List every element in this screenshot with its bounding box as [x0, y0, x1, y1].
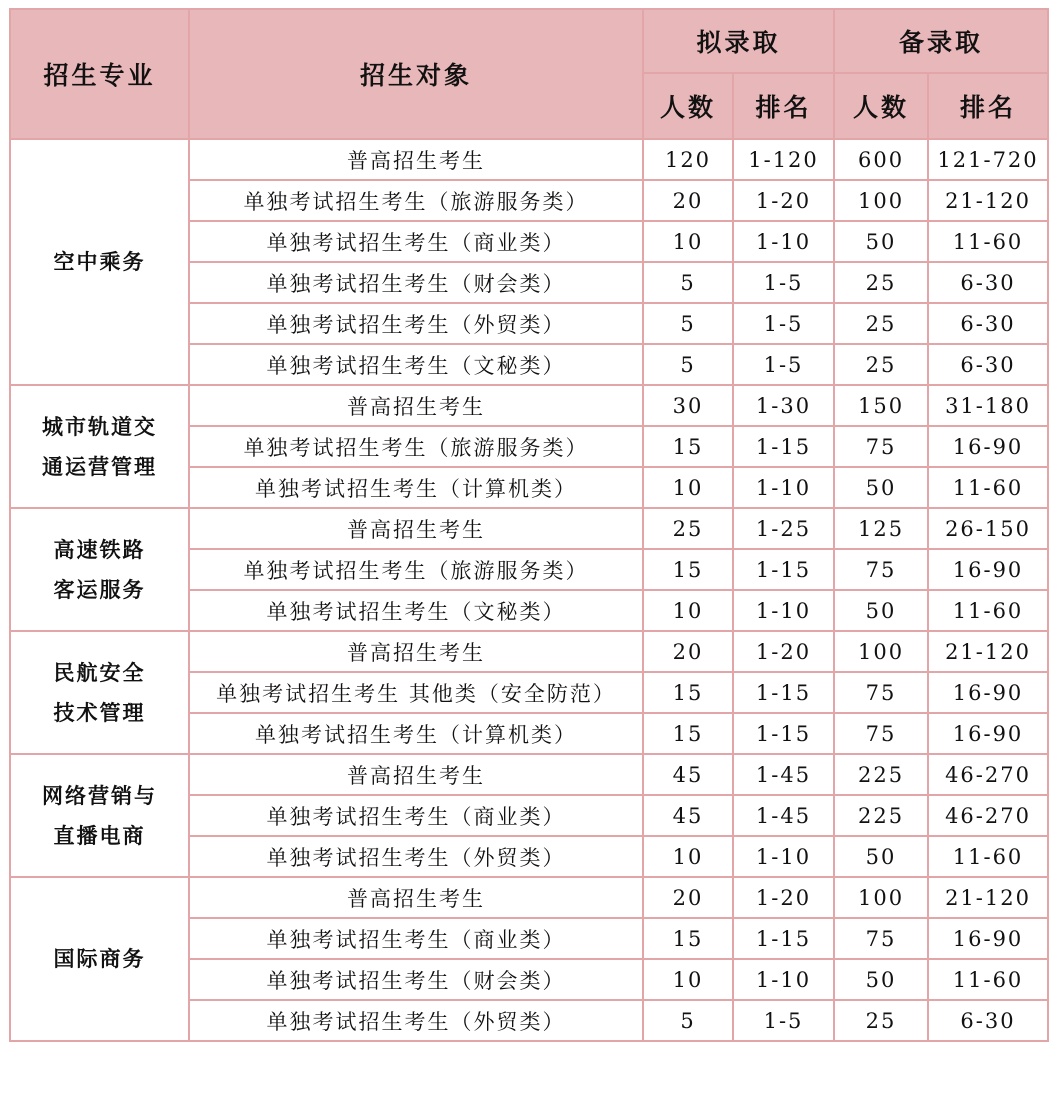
- major-name-line: 网络营销与: [42, 782, 157, 808]
- target-cell: 单独考试招生考生（财会类）: [189, 959, 643, 1000]
- reserve-count-cell: 75: [834, 918, 928, 959]
- major-name-line: 技术管理: [53, 699, 146, 725]
- header-target: 招生对象: [189, 9, 643, 139]
- planned-count-cell: 5: [643, 344, 733, 385]
- target-cell: 单独考试招生考生（外贸类）: [189, 836, 643, 877]
- reserve-count-cell: 50: [834, 590, 928, 631]
- planned-rank-cell: 1-15: [733, 426, 834, 467]
- planned-rank-cell: 1-20: [733, 180, 834, 221]
- reserve-rank-cell: 46-270: [928, 754, 1048, 795]
- major-name-line: 城市轨道交: [42, 413, 157, 439]
- planned-rank-cell: 1-15: [733, 549, 834, 590]
- target-cell: 普高招生考生: [189, 508, 643, 549]
- admission-table: [9, 8, 1049, 1042]
- planned-rank-cell: 1-10: [733, 959, 834, 1000]
- planned-rank-cell: 1-25: [733, 508, 834, 549]
- table-row: [10, 385, 1048, 426]
- reserve-count-cell: 75: [834, 426, 928, 467]
- planned-count-cell: 10: [643, 467, 733, 508]
- reserve-count-cell: 100: [834, 631, 928, 672]
- reserve-count-cell: 100: [834, 877, 928, 918]
- table-row: [10, 508, 1048, 549]
- reserve-count-cell: 50: [834, 467, 928, 508]
- reserve-count-cell: 100: [834, 180, 928, 221]
- table-row: [10, 877, 1048, 918]
- major-name-line: 通运营管理: [42, 453, 157, 479]
- target-cell: 单独考试招生考生（计算机类）: [189, 467, 643, 508]
- target-cell: 单独考试招生考生（财会类）: [189, 262, 643, 303]
- reserve-rank-cell: 11-60: [928, 590, 1048, 631]
- planned-count-cell: 15: [643, 549, 733, 590]
- reserve-rank-cell: 6-30: [928, 344, 1048, 385]
- reserve-count-cell: 50: [834, 836, 928, 877]
- target-cell: 普高招生考生: [189, 877, 643, 918]
- planned-rank-cell: 1-15: [733, 672, 834, 713]
- major-name-line: 国际商务: [53, 946, 146, 971]
- reserve-count-cell: 25: [834, 303, 928, 344]
- reserve-rank-cell: 6-30: [928, 262, 1048, 303]
- major-cell: [10, 631, 189, 754]
- reserve-count-cell: 125: [834, 508, 928, 549]
- target-cell: 单独考试招生考生（商业类）: [189, 795, 643, 836]
- reserve-rank-cell: 16-90: [928, 918, 1048, 959]
- table-row: [10, 139, 1048, 180]
- reserve-rank-cell: 16-90: [928, 713, 1048, 754]
- major-name-line: 空中乘务: [53, 249, 146, 274]
- target-cell: 单独考试招生考生（文秘类）: [189, 590, 643, 631]
- header-planned: 拟录取: [643, 9, 834, 73]
- target-cell: 普高招生考生: [189, 385, 643, 426]
- planned-rank-cell: 1-30: [733, 385, 834, 426]
- planned-rank-cell: 1-45: [733, 754, 834, 795]
- planned-rank-cell: 1-15: [733, 713, 834, 754]
- planned-count-cell: 15: [643, 426, 733, 467]
- target-cell: 普高招生考生: [189, 139, 643, 180]
- reserve-rank-cell: 26-150: [928, 508, 1048, 549]
- planned-count-cell: 15: [643, 672, 733, 713]
- reserve-rank-cell: 21-120: [928, 631, 1048, 672]
- planned-count-cell: 30: [643, 385, 733, 426]
- table-row: [10, 631, 1048, 672]
- planned-rank-cell: 1-5: [733, 262, 834, 303]
- target-cell: 单独考试招生考生 其他类（安全防范）: [189, 672, 643, 713]
- header-reserve-rank: 排名: [928, 73, 1048, 139]
- planned-count-cell: 20: [643, 877, 733, 918]
- target-cell: 单独考试招生考生（商业类）: [189, 221, 643, 262]
- target-cell: 单独考试招生考生（文秘类）: [189, 344, 643, 385]
- planned-count-cell: 5: [643, 1000, 733, 1041]
- reserve-count-cell: 75: [834, 713, 928, 754]
- major-cell: [10, 508, 189, 631]
- reserve-count-cell: 25: [834, 344, 928, 385]
- major-name-line: 客运服务: [53, 576, 146, 602]
- planned-count-cell: 45: [643, 795, 733, 836]
- planned-count-cell: 15: [643, 918, 733, 959]
- planned-count-cell: 10: [643, 836, 733, 877]
- planned-count-cell: 10: [643, 221, 733, 262]
- target-cell: 单独考试招生考生（旅游服务类）: [189, 180, 643, 221]
- reserve-rank-cell: 31-180: [928, 385, 1048, 426]
- table-row: [10, 754, 1048, 795]
- reserve-rank-cell: 121-720: [928, 139, 1048, 180]
- planned-count-cell: 10: [643, 959, 733, 1000]
- reserve-rank-cell: 11-60: [928, 836, 1048, 877]
- table-body: [10, 139, 1048, 1041]
- reserve-count-cell: 150: [834, 385, 928, 426]
- planned-count-cell: 20: [643, 631, 733, 672]
- reserve-count-cell: 50: [834, 959, 928, 1000]
- planned-count-cell: 45: [643, 754, 733, 795]
- major-name-line: 直播电商: [53, 822, 146, 848]
- reserve-count-cell: 25: [834, 262, 928, 303]
- planned-rank-cell: 1-10: [733, 467, 834, 508]
- planned-count-cell: 5: [643, 303, 733, 344]
- header-major: 招生专业: [10, 9, 189, 139]
- reserve-count-cell: 600: [834, 139, 928, 180]
- reserve-rank-cell: 6-30: [928, 303, 1048, 344]
- planned-count-cell: 120: [643, 139, 733, 180]
- planned-rank-cell: 1-5: [733, 303, 834, 344]
- target-cell: 单独考试招生考生（旅游服务类）: [189, 426, 643, 467]
- reserve-count-cell: 25: [834, 1000, 928, 1041]
- reserve-rank-cell: 21-120: [928, 180, 1048, 221]
- reserve-count-cell: 225: [834, 795, 928, 836]
- reserve-rank-cell: 16-90: [928, 549, 1048, 590]
- header-reserve: 备录取: [834, 9, 1048, 73]
- reserve-rank-cell: 16-90: [928, 672, 1048, 713]
- major-name-line: 高速铁路: [53, 536, 146, 562]
- reserve-count-cell: 50: [834, 221, 928, 262]
- reserve-rank-cell: 46-270: [928, 795, 1048, 836]
- reserve-rank-cell: 11-60: [928, 467, 1048, 508]
- target-cell: 单独考试招生考生（旅游服务类）: [189, 549, 643, 590]
- header-reserve-count: 人数: [834, 73, 928, 139]
- planned-rank-cell: 1-10: [733, 590, 834, 631]
- target-cell: 普高招生考生: [189, 631, 643, 672]
- planned-count-cell: 15: [643, 713, 733, 754]
- target-cell: 单独考试招生考生（计算机类）: [189, 713, 643, 754]
- planned-count-cell: 25: [643, 508, 733, 549]
- major-cell: [10, 139, 189, 385]
- reserve-count-cell: 75: [834, 672, 928, 713]
- planned-rank-cell: 1-45: [733, 795, 834, 836]
- planned-rank-cell: 1-20: [733, 877, 834, 918]
- planned-rank-cell: 1-5: [733, 344, 834, 385]
- reserve-rank-cell: 11-60: [928, 959, 1048, 1000]
- planned-rank-cell: 1-15: [733, 918, 834, 959]
- header-row-top: [10, 9, 1048, 73]
- major-cell: [10, 877, 189, 1041]
- planned-count-cell: 5: [643, 262, 733, 303]
- target-cell: 普高招生考生: [189, 754, 643, 795]
- target-cell: 单独考试招生考生（商业类）: [189, 918, 643, 959]
- planned-rank-cell: 1-20: [733, 631, 834, 672]
- major-cell: [10, 754, 189, 877]
- target-cell: 单独考试招生考生（外贸类）: [189, 1000, 643, 1041]
- planned-rank-cell: 1-10: [733, 836, 834, 877]
- major-cell: [10, 385, 189, 508]
- header-planned-rank: 排名: [733, 73, 834, 139]
- header-planned-count: 人数: [643, 73, 733, 139]
- planned-rank-cell: 1-120: [733, 139, 834, 180]
- table-header: [10, 9, 1048, 139]
- planned-count-cell: 10: [643, 590, 733, 631]
- reserve-rank-cell: 21-120: [928, 877, 1048, 918]
- planned-rank-cell: 1-5: [733, 1000, 834, 1041]
- reserve-rank-cell: 11-60: [928, 221, 1048, 262]
- reserve-rank-cell: 6-30: [928, 1000, 1048, 1041]
- planned-count-cell: 20: [643, 180, 733, 221]
- reserve-rank-cell: 16-90: [928, 426, 1048, 467]
- major-name-line: 民航安全: [53, 659, 146, 685]
- reserve-count-cell: 225: [834, 754, 928, 795]
- target-cell: 单独考试招生考生（外贸类）: [189, 303, 643, 344]
- reserve-count-cell: 75: [834, 549, 928, 590]
- planned-rank-cell: 1-10: [733, 221, 834, 262]
